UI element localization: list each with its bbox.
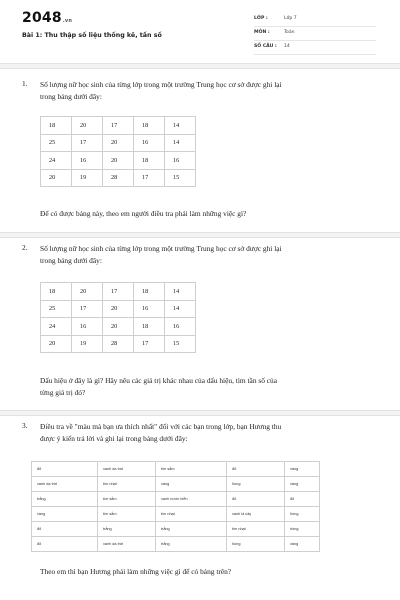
table-cell: tím nhạt bbox=[98, 477, 156, 492]
question-prompt-line: Số lượng nữ học sinh của từng lớp trong một trường Trung học cơ sở được ghi lại bbox=[40, 80, 282, 89]
table-cell: tím nhạt bbox=[227, 522, 285, 537]
table-cell: 25 bbox=[41, 134, 72, 152]
table-cell: 17 bbox=[134, 335, 165, 353]
table-cell: 17 bbox=[72, 300, 103, 318]
table-cell: 18 bbox=[134, 318, 165, 336]
table-cell: 16 bbox=[72, 152, 103, 170]
table-cell: 20 bbox=[103, 134, 134, 152]
table-cell: 16 bbox=[165, 318, 196, 336]
table-row bbox=[32, 492, 320, 507]
meta-label: MÔN : bbox=[254, 30, 270, 35]
table-cell: 25 bbox=[41, 300, 72, 318]
table-cell: đỏ bbox=[32, 462, 98, 477]
table-cell: 17 bbox=[134, 169, 165, 187]
table-cell: 14 bbox=[165, 283, 196, 301]
table-cell: hồng bbox=[285, 522, 320, 537]
table-cell: tím sẫm bbox=[98, 507, 156, 522]
question-prompt-line: trong bảng dưới đây: bbox=[40, 256, 102, 265]
table-cell: xanh da trời bbox=[32, 477, 98, 492]
table-cell: 18 bbox=[134, 283, 165, 301]
table-cell: 19 bbox=[72, 335, 103, 353]
table-row bbox=[41, 152, 196, 170]
question-number: 1. bbox=[22, 79, 28, 88]
table-row bbox=[32, 477, 320, 492]
data-table bbox=[40, 282, 196, 353]
table-cell: 14 bbox=[165, 117, 196, 135]
section-divider bbox=[0, 410, 400, 416]
meta-value: Toán bbox=[284, 30, 295, 35]
table-cell: đỏ bbox=[227, 492, 285, 507]
table-cell: 28 bbox=[103, 169, 134, 187]
question-ask: Theo em thì bạn Hương phải làm những việc gì để có bảng trên? bbox=[40, 567, 232, 576]
table-row bbox=[41, 283, 196, 301]
table-cell: trắng bbox=[156, 522, 227, 537]
table-cell: hồng bbox=[227, 477, 285, 492]
color-survey-table bbox=[31, 461, 320, 552]
table-cell: xanh da trời bbox=[98, 462, 156, 477]
question-prompt-line: trong bảng dưới đây: bbox=[40, 92, 102, 101]
question-ask: Để có được bảng này, theo em người điều tra phải làm những việc gì? bbox=[40, 209, 247, 218]
table-cell: 16 bbox=[165, 152, 196, 170]
table-cell: 16 bbox=[134, 300, 165, 318]
table-cell: trắng bbox=[156, 537, 227, 552]
table-cell: 17 bbox=[103, 117, 134, 135]
table-cell: 18 bbox=[41, 283, 72, 301]
table-row bbox=[32, 522, 320, 537]
question-prompt-line: Điều tra về "màu mà bạn ưa thích nhất" đối với các bạn trong lớp, bạn Hương thu bbox=[40, 422, 282, 431]
table-cell: hồng bbox=[227, 537, 285, 552]
table-cell: 15 bbox=[165, 335, 196, 353]
lesson-title: Bài 1: Thu thập số liệu thống kê, tần số bbox=[22, 32, 162, 39]
table-cell: trắng bbox=[32, 492, 98, 507]
worksheet-header bbox=[0, 0, 400, 62]
table-cell: 18 bbox=[134, 152, 165, 170]
site-logo[interactable] bbox=[22, 10, 72, 26]
question-ask-line: Dấu hiệu ở đây là gì? Hãy nêu các giá trị khác nhau của dấu hiệu, tìm tần số của bbox=[40, 376, 278, 385]
table-row bbox=[32, 462, 320, 477]
table-cell: vàng bbox=[156, 477, 227, 492]
table-cell: 20 bbox=[41, 169, 72, 187]
meta-label: LỚP : bbox=[254, 16, 268, 21]
table-cell: vàng bbox=[32, 507, 98, 522]
table-cell: vàng bbox=[285, 462, 320, 477]
table-row bbox=[41, 134, 196, 152]
table-cell: 18 bbox=[134, 117, 165, 135]
table-cell: 24 bbox=[41, 152, 72, 170]
question-ask-line: từng giá trị đó? bbox=[40, 388, 86, 397]
table-cell: 17 bbox=[72, 134, 103, 152]
table-cell: 19 bbox=[72, 169, 103, 187]
table-row bbox=[41, 300, 196, 318]
meta-value: 14 bbox=[284, 44, 290, 49]
table-cell: 16 bbox=[72, 318, 103, 336]
question-prompt-line: Số lượng nữ học sinh của từng lớp trong một trường Trung học cơ sở được ghi lại bbox=[40, 244, 282, 253]
table-cell: đỏ bbox=[285, 492, 320, 507]
table-cell: tím sẫm bbox=[98, 492, 156, 507]
table-cell: đỏ bbox=[227, 462, 285, 477]
data-table bbox=[40, 116, 196, 187]
meta-value: Lớp 7 bbox=[284, 16, 297, 21]
table-row bbox=[41, 318, 196, 336]
table-cell: 20 bbox=[103, 300, 134, 318]
table-cell: vàng bbox=[285, 477, 320, 492]
table-cell: 15 bbox=[165, 169, 196, 187]
logo-domain: .vn bbox=[62, 18, 73, 24]
question-number: 3. bbox=[22, 421, 28, 430]
table-cell: 14 bbox=[165, 134, 196, 152]
table-cell: xanh lá cây bbox=[227, 507, 285, 522]
table-cell: hồng bbox=[285, 507, 320, 522]
table-cell: 14 bbox=[165, 300, 196, 318]
table-cell: 20 bbox=[103, 318, 134, 336]
question-prompt-line: được ý kiến trả lời và ghi lại trong bảng dưới đây: bbox=[40, 434, 188, 443]
table-cell: 17 bbox=[103, 283, 134, 301]
table-row bbox=[41, 117, 196, 135]
table-row bbox=[32, 537, 320, 552]
meta-row-subject bbox=[254, 28, 376, 41]
table-cell: 28 bbox=[103, 335, 134, 353]
table-cell: 18 bbox=[41, 117, 72, 135]
table-cell: tím sẫm bbox=[156, 462, 227, 477]
table-cell: đỏ bbox=[32, 537, 98, 552]
section-divider bbox=[0, 232, 400, 238]
table-cell: đỏ bbox=[32, 522, 98, 537]
logo-main: 2048 bbox=[22, 10, 62, 26]
table-cell: trắng bbox=[98, 522, 156, 537]
table-cell: 20 bbox=[41, 335, 72, 353]
table-row bbox=[41, 169, 196, 187]
table-cell: vàng bbox=[285, 537, 320, 552]
table-row bbox=[41, 335, 196, 353]
table-cell: xanh nước biển bbox=[156, 492, 227, 507]
table-cell: xanh da trời bbox=[98, 537, 156, 552]
meta-row-class bbox=[254, 14, 376, 27]
table-row bbox=[32, 507, 320, 522]
meta-row-count bbox=[254, 42, 376, 55]
question-number: 2. bbox=[22, 243, 28, 252]
meta-label: SỐ CÂU : bbox=[254, 44, 277, 49]
table-cell: 20 bbox=[103, 152, 134, 170]
section-divider bbox=[0, 63, 400, 69]
table-cell: 20 bbox=[72, 283, 103, 301]
table-cell: 20 bbox=[72, 117, 103, 135]
table-cell: 16 bbox=[134, 134, 165, 152]
table-cell: tím nhạt bbox=[156, 507, 227, 522]
table-cell: 24 bbox=[41, 318, 72, 336]
